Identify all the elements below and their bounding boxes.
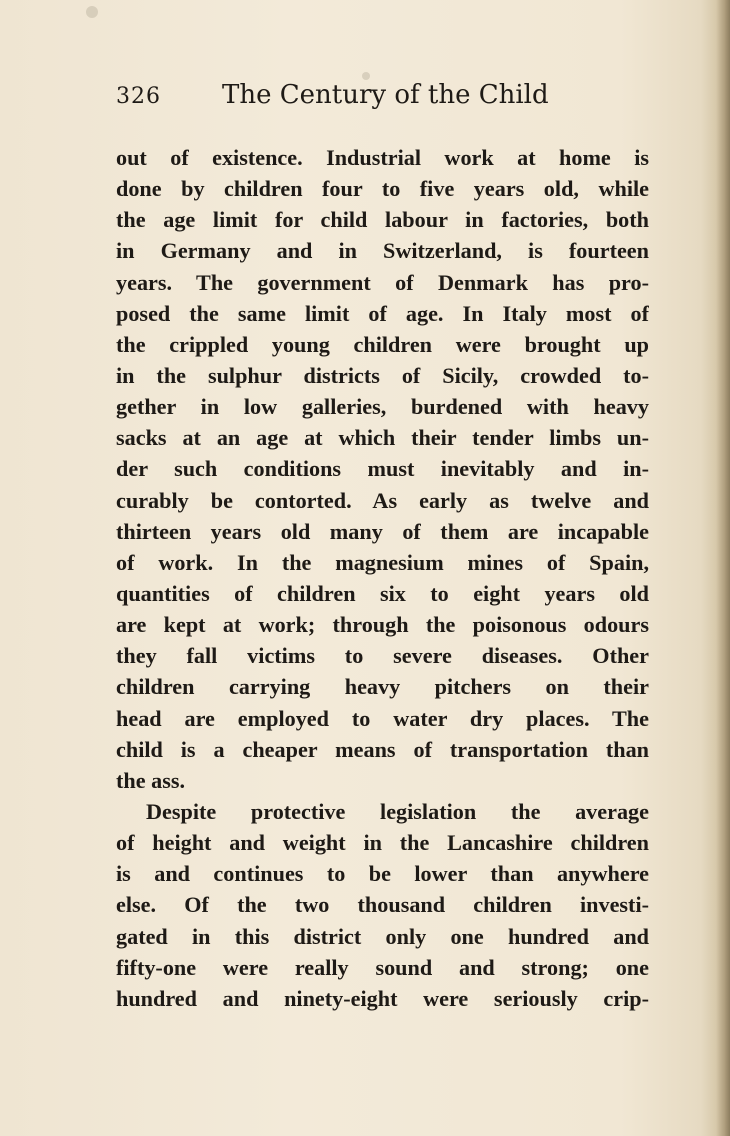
paper-speck <box>86 6 98 18</box>
text-line: are kept at work; through the poisonous odours <box>116 612 649 638</box>
text-line: der such conditions must inevitably and in- <box>116 456 649 482</box>
text-line-paragraph-start: Despite protective legislation the average <box>146 798 649 824</box>
text-line: of work. In the magnesium mines of Spain, <box>116 549 649 575</box>
text-line: fifty-one were really sound and strong; one <box>116 954 649 980</box>
text-line: out of existence. Industrial work at home is <box>116 145 649 170</box>
text-line: is and continues to be lower than anywhere <box>116 861 649 887</box>
text-line: thirteen years old many of them are incapable <box>116 518 649 544</box>
text-line: done by children four to five years old, while <box>116 176 649 202</box>
text-line: posed the same limit of age. In Italy most of <box>116 300 649 326</box>
text-line: the crippled young children were brought up <box>116 331 649 357</box>
page-edge-shadow <box>716 0 730 1136</box>
page-number: 326 <box>116 84 161 109</box>
text-line: in Germany and in Switzerland, is fourteen <box>116 238 649 264</box>
text-line: curably be contorted. As early as twelve and <box>116 487 649 513</box>
text-line: in the sulphur districts of Sicily, crowded to- <box>116 362 649 388</box>
text-line: the age limit for child labour in factories, both <box>116 207 649 233</box>
text-line: gated in this district only one hundred and <box>116 923 649 949</box>
text-line-paragraph-end: the ass. <box>116 767 186 793</box>
text-line: children carrying heavy pitchers on their <box>116 674 649 700</box>
body-text <box>116 142 649 1014</box>
text-line: of height and weight in the Lancashire children <box>116 830 649 856</box>
text-line: hundred and ninety-eight were seriously crip- <box>116 985 649 1011</box>
text-line: head are employed to water dry places. The <box>116 705 649 731</box>
text-line: they fall victims to severe diseases. Other <box>116 643 649 669</box>
text-line: else. Of the two thousand children investi- <box>116 892 649 918</box>
paper-speck <box>362 72 370 80</box>
text-line: sacks at an age at which their tender limbs un- <box>116 425 649 451</box>
running-title: The Century of the Child <box>222 80 549 110</box>
text-line: quantities of children six to eight years old <box>116 580 649 606</box>
text-line: gether in low galleries, burdened with heavy <box>116 394 649 420</box>
text-line: child is a cheaper means of transportation than <box>116 736 649 762</box>
text-line: years. The government of Denmark has pro- <box>116 269 649 295</box>
running-head <box>116 80 636 114</box>
